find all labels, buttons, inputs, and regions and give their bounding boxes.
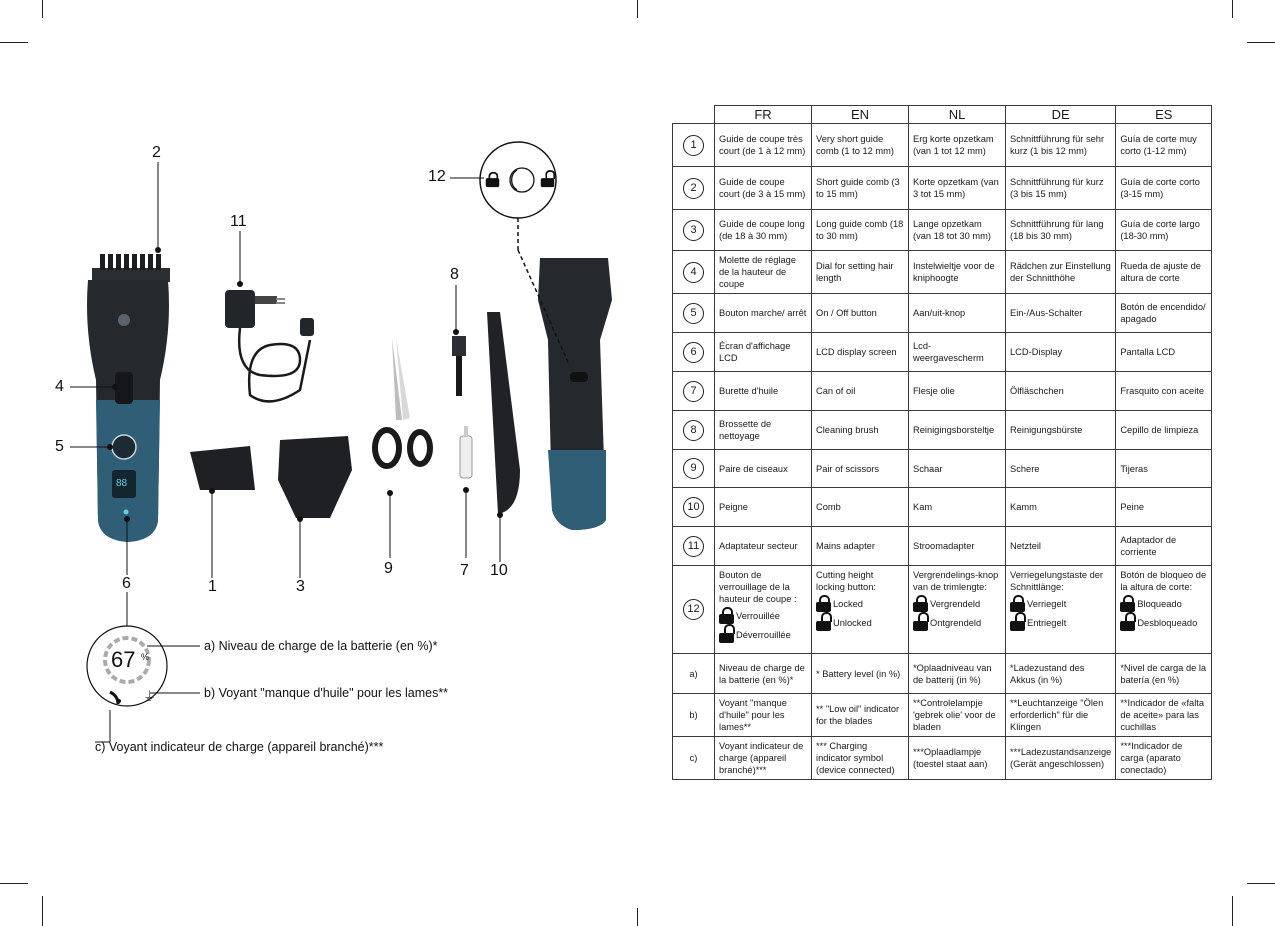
lock-closed-icon <box>1010 595 1025 612</box>
table-cell: Frasquito con aceite <box>1116 372 1212 411</box>
svg-text:67: 67 <box>111 647 136 672</box>
table-cell: Short guide comb (3 to 15 mm) <box>812 167 909 210</box>
table-row <box>673 167 1212 210</box>
table-cell: Schnittführung für lang (18 bis 30 mm) <box>1006 210 1116 251</box>
table-cell: *Ladezustand des Akkus (in %) <box>1006 654 1116 694</box>
lock-state-locked <box>719 607 807 624</box>
col-header: DE <box>1006 106 1116 124</box>
table-row-letter <box>673 694 1212 737</box>
comb <box>487 312 520 514</box>
row-letter-cell: b) <box>673 694 715 737</box>
row-number-badge: 10 <box>683 497 704 518</box>
trimmer-side-view <box>538 258 612 530</box>
table-cell: Guía de corte corto (3-15 mm) <box>1116 167 1212 210</box>
callout-dot <box>124 516 130 522</box>
row-number-badge: 6 <box>683 342 704 363</box>
table-row <box>673 294 1212 333</box>
callout-2: 2 <box>152 144 161 161</box>
lock-state-label: Locked <box>833 598 863 609</box>
table-row <box>673 488 1212 527</box>
table-cell: Instelwieltje voor de kniphoogte <box>909 251 1006 294</box>
product-illustration <box>0 0 637 926</box>
crop-mark <box>1247 883 1275 884</box>
table-cell: Kamm <box>1006 488 1116 527</box>
parts-table <box>672 105 1212 780</box>
table-cell: Botón de encendido/ apagado <box>1116 294 1212 333</box>
table-cell: Burette d'huile <box>715 372 812 411</box>
callout-dot <box>112 384 118 390</box>
table-cell: Netzteil <box>1006 527 1116 566</box>
lock-open-icon <box>913 614 928 631</box>
table-cell: Mains adapter <box>812 527 909 566</box>
lock-open-icon <box>541 172 555 187</box>
row-number-badge: 11 <box>683 536 704 557</box>
table-cell: Bouton marche/ arrêt <box>715 294 812 333</box>
table-row <box>673 372 1212 411</box>
row-number-cell <box>673 372 715 411</box>
lock-cell <box>1116 566 1212 654</box>
row-number-badge: 7 <box>683 381 704 402</box>
table-cell: Ölfläschchen <box>1006 372 1116 411</box>
lock-closed-icon <box>816 595 831 612</box>
table-cell: Cepillo de limpieza <box>1116 411 1212 450</box>
callout-9: 9 <box>384 560 393 577</box>
lock-intro-text: Botón de bloqueo de la altura de corte: <box>1120 570 1207 592</box>
crop-mark <box>637 0 638 18</box>
table-cell: **Controlelampje 'gebrek olie' voor de bladen <box>909 694 1006 737</box>
legend-a: a) Niveau de charge de la batterie (en %)* <box>204 639 438 653</box>
table-cell: Brossette de nettoyage <box>715 411 812 450</box>
table-cell: Peigne <box>715 488 812 527</box>
row-number-cell <box>673 488 715 527</box>
lock-state-unlocked <box>719 626 807 643</box>
table-cell: ***Ladezustandsanzeige (Gerät angeschlossen) <box>1006 737 1116 780</box>
table-cell: Schere <box>1006 450 1116 488</box>
row-number-badge: 5 <box>683 303 704 324</box>
callout-3: 3 <box>296 578 305 595</box>
row-number-cell <box>673 566 715 654</box>
cleaning-brush <box>452 336 466 396</box>
trimmer-front-view <box>87 254 170 542</box>
table-cell: Schaar <box>909 450 1006 488</box>
table-cell: ***Oplaadlampje (toestel staat aan) <box>909 737 1006 780</box>
table-cell: Stroomadapter <box>909 527 1006 566</box>
table-cell: **Indicador de «falta de aceite» para las cuchillas <box>1116 694 1212 737</box>
row-number-badge: 12 <box>683 599 704 620</box>
table-row <box>673 124 1212 167</box>
table-cell: Guide de coupe long (de 18 à 30 mm) <box>715 210 812 251</box>
table-cell: Kam <box>909 488 1006 527</box>
table-cell: Adaptador de corriente <box>1116 527 1212 566</box>
lock-cell <box>909 566 1006 654</box>
legend-c: c) Voyant indicateur de charge (appareil branché)*** <box>95 740 384 754</box>
lock-state-unlocked <box>1010 614 1111 631</box>
table-cell: LCD-Display <box>1006 333 1116 372</box>
table-cell: Can of oil <box>812 372 909 411</box>
table-cell: Molette de réglage de la hauteur de coupe <box>715 251 812 294</box>
table-cell: *** Charging indicator symbol (device connected) <box>812 737 909 780</box>
lock-state-label: Verrouillée <box>736 610 780 621</box>
lock-cell <box>1006 566 1116 654</box>
table-row <box>673 210 1212 251</box>
row-number-badge: 3 <box>683 220 704 241</box>
table-header-row <box>673 106 1212 124</box>
table-cell: Adaptateur secteur <box>715 527 812 566</box>
lock-open-icon <box>1010 614 1025 631</box>
table-cell: Lcd-weergavescherm <box>909 333 1006 372</box>
callout-12: 12 <box>428 168 446 185</box>
row-number-badge: 9 <box>683 458 704 479</box>
row-number-badge: 2 <box>683 178 704 199</box>
table-cell: Dial for setting hair length <box>812 251 909 294</box>
lock-state-unlocked <box>816 614 904 631</box>
lock-state-label: Vergrendeld <box>930 598 981 609</box>
table-cell: Ein-/Aus-Schalter <box>1006 294 1116 333</box>
row-number-badge: 4 <box>683 262 704 283</box>
table-corner <box>673 106 715 124</box>
lock-state-label: Bloqueado <box>1137 598 1182 609</box>
row-number-cell <box>673 527 715 566</box>
lock-state-locked <box>913 595 1001 612</box>
table-cell: Erg korte opzetkam (van 1 tot 12 mm) <box>909 124 1006 167</box>
table-cell: Peine <box>1116 488 1212 527</box>
table-cell: Long guide comb (18 to 30 mm) <box>812 210 909 251</box>
row-number-cell <box>673 450 715 488</box>
table-cell: ***Indicador de carga (aparato conectado) <box>1116 737 1212 780</box>
col-header: ES <box>1116 106 1212 124</box>
row-number-cell <box>673 167 715 210</box>
table-cell: Rueda de ajuste de altura de corte <box>1116 251 1212 294</box>
legend-b: b) Voyant "manque d'huile" pour les lames** <box>204 686 449 700</box>
lock-closed-icon <box>913 595 928 612</box>
lock-state-label: Desbloqueado <box>1137 617 1198 628</box>
lock-closed-icon <box>486 172 500 187</box>
lock-cell <box>715 566 812 654</box>
callout-dot <box>463 487 469 493</box>
table-row <box>673 527 1212 566</box>
callout-dot <box>107 444 113 450</box>
lock-intro-text: Bouton de verrouillage de la hauteur de coupe : <box>719 570 797 604</box>
callout-dot <box>209 488 215 494</box>
table-cell: Reinigingsborsteltje <box>909 411 1006 450</box>
table-row <box>673 411 1212 450</box>
lock-closed-icon <box>719 607 734 624</box>
table-cell: * Battery level (in %) <box>812 654 909 694</box>
table-cell: Aan/uit-knop <box>909 294 1006 333</box>
table-cell: LCD display screen <box>812 333 909 372</box>
table-cell: Cleaning brush <box>812 411 909 450</box>
callout-8: 8 <box>450 266 459 283</box>
lock-state-label: Déverrouillée <box>736 629 791 640</box>
table-cell: Lange opzetkam (van 18 tot 30 mm) <box>909 210 1006 251</box>
lock-cell <box>812 566 909 654</box>
lock-closed-icon <box>1120 595 1135 612</box>
row-letter-cell: a) <box>673 654 715 694</box>
table-row <box>673 450 1212 488</box>
callout-5: 5 <box>55 438 64 455</box>
lock-state-unlocked <box>913 614 1001 631</box>
crop-mark <box>1247 42 1275 43</box>
lock-state-label: Entriegelt <box>1027 617 1067 628</box>
table-cell: Paire de ciseaux <box>715 450 812 488</box>
lock-state-label: Ontgrendeld <box>930 617 982 628</box>
table-cell: Voyant indicateur de charge (appareil branché)*** <box>715 737 812 780</box>
mains-adapter <box>225 290 314 401</box>
table-cell: Very short guide comb (1 to 12 mm) <box>812 124 909 167</box>
lock-state-locked <box>1010 595 1111 612</box>
table-row <box>673 333 1212 372</box>
lock-state-locked <box>816 595 904 612</box>
table-cell: Niveau de charge de la batterie (en %)* <box>715 654 812 694</box>
callout-1: 1 <box>208 578 217 595</box>
lock-state-locked <box>1120 595 1207 612</box>
row-number-cell <box>673 251 715 294</box>
callout-dot <box>497 512 503 518</box>
table-cell: Rädchen zur Einstellung der Schnitthöhe <box>1006 251 1116 294</box>
row-letter-cell: c) <box>673 737 715 780</box>
callout-dot <box>155 247 161 253</box>
table-cell: *Nivel de carga de la batería (en %) <box>1116 654 1212 694</box>
row-number-cell <box>673 411 715 450</box>
row-number-cell <box>673 333 715 372</box>
callout-4: 4 <box>55 378 64 395</box>
row-number-cell <box>673 294 715 333</box>
table-cell: Pantalla LCD <box>1116 333 1212 372</box>
row-number-badge: 8 <box>683 420 704 441</box>
table-cell: Korte opzetkam (van 3 tot 15 mm) <box>909 167 1006 210</box>
lock-intro-text: Cutting height locking button: <box>816 570 876 592</box>
lock-state-unlocked <box>1120 614 1207 631</box>
table-cell: Pair of scissors <box>812 450 909 488</box>
lock-state-label: Unlocked <box>833 617 872 628</box>
lock-open-icon <box>719 626 734 643</box>
col-header: EN <box>812 106 909 124</box>
table-cell: **Leuchtanzeige "Ölen erforderlich" für die Klingen <box>1006 694 1116 737</box>
callout-10: 10 <box>490 562 508 579</box>
row-number-cell <box>673 124 715 167</box>
crop-mark <box>1232 896 1233 926</box>
callout-dot <box>387 490 393 496</box>
product-drawing <box>0 0 637 926</box>
table-cell: Schnittführung für sehr kurz (1 bis 12 mm) <box>1006 124 1116 167</box>
callout-11: 11 <box>230 213 247 230</box>
crop-mark <box>637 908 638 926</box>
oil-bottle <box>460 426 472 478</box>
table-cell: Tijeras <box>1116 450 1212 488</box>
table-row-12 <box>673 566 1212 654</box>
guide-comb-long <box>278 436 352 518</box>
lock-state-label: Verriegelt <box>1027 598 1067 609</box>
guide-comb-short <box>190 446 255 490</box>
table-cell: Flesje olie <box>909 372 1006 411</box>
table-cell: Guía de corte muy corto (1-12 mm) <box>1116 124 1212 167</box>
callout-dot <box>237 281 243 287</box>
lock-intro-text: Vergrendelings-knop van de trimlengte: <box>913 570 999 592</box>
table-cell: Schnittführung für kurz (3 bis 15 mm) <box>1006 167 1116 210</box>
col-header: NL <box>909 106 1006 124</box>
table-row-letter <box>673 737 1212 780</box>
table-cell: *Oplaadniveau van de batterij (in %) <box>909 654 1006 694</box>
table-cell: Comb <box>812 488 909 527</box>
lock-intro-text: Verriegelungstaste der Schnittlänge: <box>1010 570 1104 592</box>
table-cell: Guía de corte largo (18-30 mm) <box>1116 210 1212 251</box>
plug-icon: ⏚ <box>143 689 157 704</box>
callout-dot <box>453 329 459 335</box>
table-row <box>673 251 1212 294</box>
table-cell: Reinigungsbürste <box>1006 411 1116 450</box>
lock-open-icon <box>1120 614 1135 631</box>
row-number-cell <box>673 210 715 251</box>
col-header: FR <box>715 106 812 124</box>
callout-dot <box>297 516 303 522</box>
lcd-percent-sign: % <box>141 652 150 662</box>
table-cell: ** "Low oil" indicator for the blades <box>812 694 909 737</box>
table-row-letter <box>673 654 1212 694</box>
lock-open-icon <box>816 614 831 631</box>
crop-mark <box>1232 0 1233 18</box>
table-cell: Guide de coupe très court (de 1 à 12 mm) <box>715 124 812 167</box>
table-cell: On / Off button <box>812 294 909 333</box>
table-cell: Voyant "manque d'huile" pour les lames** <box>715 694 812 737</box>
table-cell: Écran d'affichage LCD <box>715 333 812 372</box>
scissors <box>375 338 430 466</box>
callout-6: 6 <box>122 575 131 592</box>
row-number-badge: 1 <box>683 135 704 156</box>
table-cell: Guide de coupe court (de 3 à 15 mm) <box>715 167 812 210</box>
svg-text:88: 88 <box>116 478 128 489</box>
callout-7: 7 <box>460 562 469 579</box>
